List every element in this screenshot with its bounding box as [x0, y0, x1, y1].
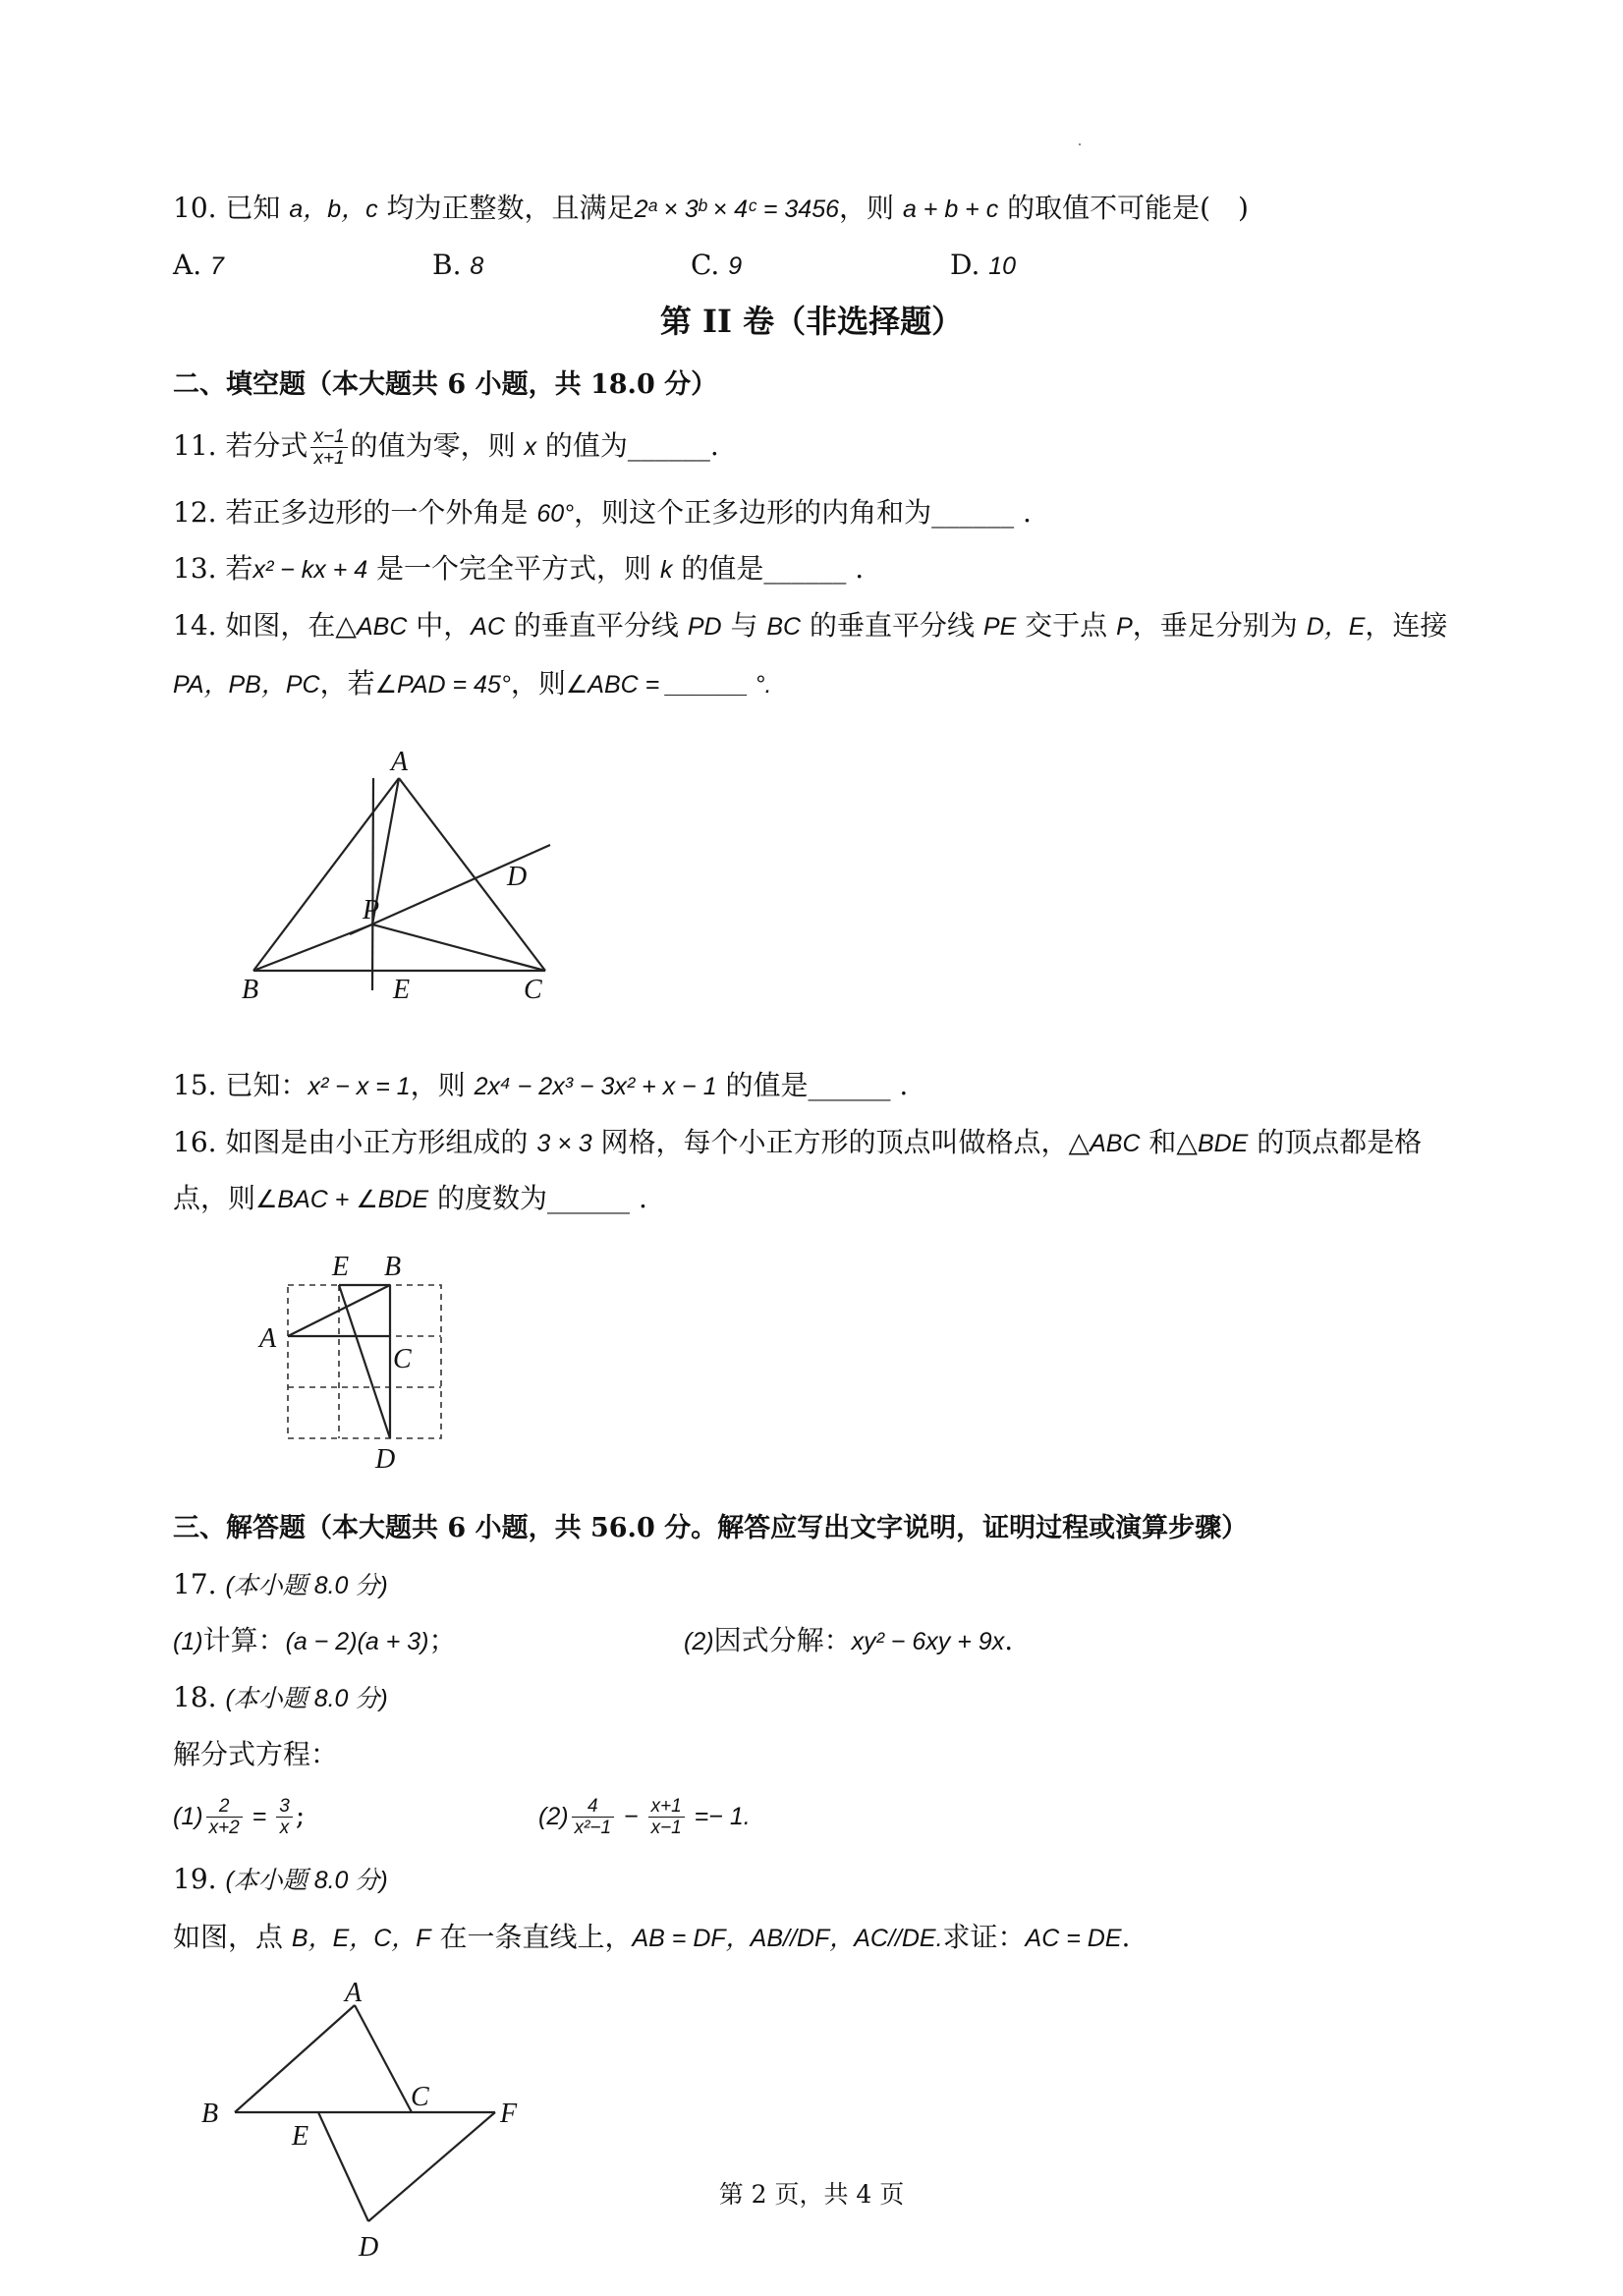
question-11: 11. 若分式 $\frac{x-1}{x+1}$ 的值为零，则 x 的值为______.: [173, 426, 719, 469]
q10-text-d: 的取值不可能是( ): [998, 192, 1249, 224]
q19-statement: 如图，点 B，E，C，F 在一条直线上，AB = DF，AB//DF，AC//DE.求证：AC = DE.: [173, 1921, 1131, 1953]
q10-vars: a，b，c: [289, 196, 378, 223]
fig14-label-a: A: [391, 747, 409, 777]
page-footer: 第 2 页，共 4 页: [718, 2180, 905, 2209]
fig19-label-e: E: [292, 2121, 309, 2152]
fig19-label-a: A: [345, 1978, 363, 2008]
question-15: 15. 已知：x² − x = 1，则 2x⁴ − 2x³ − 3x² + x − 1 的值是______ .: [173, 1069, 909, 1101]
q18-part2: (2) $\frac{4}{\text{x²−1}}$ − $\frac{x+1}{x-1}$ =− 1.: [538, 1796, 751, 1838]
question-12: 12. 若正多边形的一个外角是 60°，则这个正多边形的内角和为______ .: [173, 496, 1032, 529]
q10-option-b: B. 8: [432, 249, 484, 281]
figure-16: [246, 1246, 462, 1482]
part2-title: 第 II 卷（非选择题）: [659, 303, 964, 340]
scan-speck: [1079, 143, 1081, 145]
fig16-label-c: C: [393, 1344, 412, 1374]
fig19-label-b: B: [201, 2099, 219, 2129]
question-13: 13. 若x² − kx + 4 是一个完全平方式，则 k 的值是______ .: [173, 552, 865, 585]
question-14-line2: PA，PB，PC，若∠PAD = 45°，则∠ABC = ______ °.: [173, 667, 772, 700]
question-19: 19. (本小题 8.0 分): [173, 1863, 388, 1895]
q10-option-c: C. 9: [691, 249, 743, 281]
fig19-label-c: C: [411, 2082, 429, 2112]
fig16-label-e: E: [332, 1252, 350, 1282]
figure-19: [192, 1970, 535, 2279]
q17-part2: (2)因式分解：xy² − 6xy + 9x.: [684, 1624, 1014, 1656]
q10-expr2: a + b + c: [902, 196, 999, 223]
q17-part1: (1)计算：(a − 2)(a + 3)；: [173, 1624, 457, 1656]
q18-intro: 解分式方程：: [173, 1738, 339, 1770]
question-16-line2: 点，则∠BAC + ∠BDE 的度数为______ .: [173, 1182, 647, 1214]
fig14-label-e: E: [393, 975, 411, 1005]
q11-fraction: $\frac{x-1}{x+1}$: [310, 426, 347, 469]
question-16-line1: 16. 如图是由小正方形组成的 3 × 3 网格，每个小正方形的顶点叫做格点，△ABC 和△BDE 的顶点都是格: [173, 1126, 1423, 1158]
q10-text-c: ，则: [839, 192, 903, 224]
q10-text: 10. 已知: [173, 192, 290, 224]
fig14-label-p: P: [363, 895, 380, 925]
fig14-label-c: C: [524, 975, 542, 1005]
q18-part1: (1) $\frac{2}{x+2}$ = $\frac{3}{x}$ ;: [173, 1796, 306, 1838]
fig14-label-d: D: [507, 862, 528, 892]
q10-option-a: A. 7: [173, 249, 224, 281]
fig16-label-b: B: [384, 1252, 402, 1282]
fig16-label-a: A: [259, 1323, 277, 1354]
q10-option-d: D. 10: [950, 249, 1017, 281]
section2-header: 二、填空题（本大题共 6 小题，共 18.0 分）: [173, 369, 718, 400]
question-10: [173, 189, 1249, 229]
question-17: 17. (本小题 8.0 分): [173, 1568, 388, 1600]
q10-text-b: 均为正整数，且满足: [377, 192, 635, 224]
question-14-line1: 14. 如图，在△ABC 中，AC 的垂直平分线 PD 与 BC 的垂直平分线 PE 交于点 P，垂足分别为 D，E，连接: [173, 609, 1448, 642]
fig14-label-b: B: [242, 975, 259, 1005]
question-18: 18. (本小题 8.0 分): [173, 1681, 388, 1713]
fig19-label-f: F: [500, 2099, 518, 2129]
figure-14: [236, 737, 570, 1022]
fig16-label-d: D: [375, 1444, 396, 1475]
section3-header: 三、解答题（本大题共 6 小题，共 56.0 分。解答应写出文字说明，证明过程或演算步骤）: [173, 1513, 1249, 1543]
q10-expr: 2ᵃ × 3ᵇ × 4ᶜ = 3456: [634, 196, 840, 223]
fig19-label-d: D: [359, 2232, 379, 2263]
